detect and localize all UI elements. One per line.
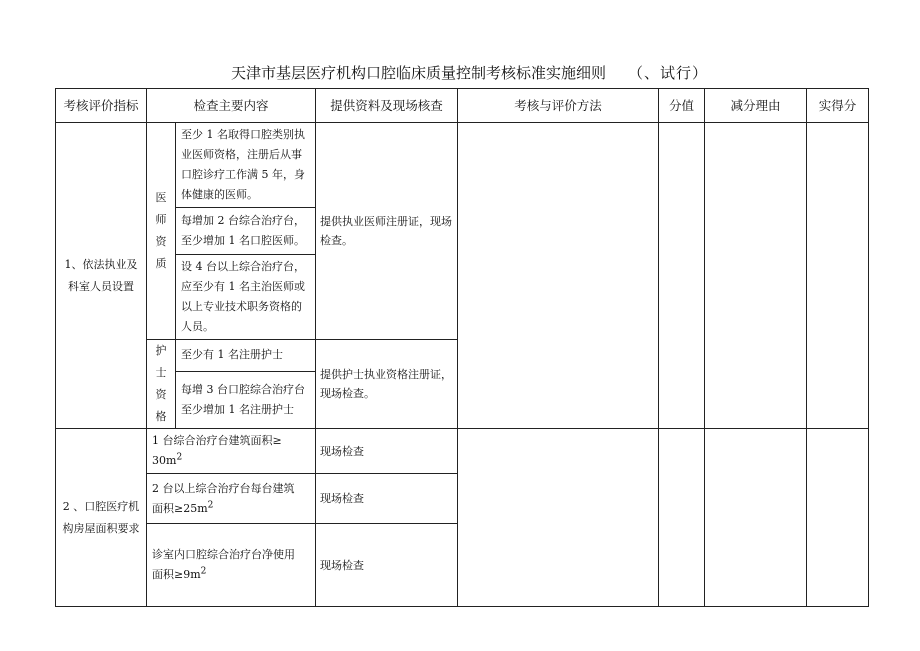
doctor-item-2: 每增加 2 台综合治疗台，至少增加 1 名口腔医师。 bbox=[176, 208, 316, 255]
deduction-cell-1 bbox=[705, 123, 807, 429]
header-check: 提供资料及现场核查 bbox=[316, 89, 458, 123]
area-check-3: 现场检查 bbox=[316, 524, 458, 607]
area-check-1: 现场检查 bbox=[316, 429, 458, 474]
area-item-1 bbox=[147, 429, 316, 474]
score-cell-2 bbox=[659, 429, 705, 607]
title-main: 天津市基层医疗机构口腔临床质量控制考核标准实施细则 bbox=[231, 64, 607, 82]
area-item-3 bbox=[147, 524, 316, 607]
area-item-2-line1: 2 台以上综合治疗台每台建筑 bbox=[152, 481, 295, 495]
table-row bbox=[56, 429, 869, 474]
table-row bbox=[56, 123, 869, 208]
table-header-row bbox=[56, 89, 869, 123]
area-item-3-line2: 面积≥9m bbox=[152, 568, 201, 581]
area-item-2-line2: 面积≥25m bbox=[152, 501, 208, 515]
deduction-cell-2 bbox=[705, 429, 807, 607]
actual-cell-1 bbox=[807, 123, 869, 429]
nurse-item-1: 至少有 1 名注册护士 bbox=[176, 340, 316, 372]
nurse-check: 提供护士执业资格注册证，现场检查。 bbox=[316, 340, 458, 429]
method-cell-2 bbox=[458, 429, 659, 607]
doctor-check: 提供执业医师注册证，现场检查。 bbox=[316, 123, 458, 340]
area-item-3-line1: 诊室内口腔综合治疗台净使用 bbox=[152, 548, 295, 561]
method-cell-1 bbox=[458, 123, 659, 429]
area-item-1-sup: 2 bbox=[176, 452, 183, 463]
area-item-1-line2: 30m bbox=[152, 454, 177, 467]
nurse-group-label: 护 士 资 格 bbox=[147, 340, 176, 429]
header-deduction: 减分理由 bbox=[705, 89, 807, 123]
score-cell-1 bbox=[659, 123, 705, 429]
assessment-table bbox=[55, 88, 869, 607]
title-note: （、试行） bbox=[628, 64, 709, 82]
header-content: 检查主要内容 bbox=[147, 89, 316, 123]
area-item-2 bbox=[147, 474, 316, 524]
indicator-1: 1、依法执业及科室人员设置 bbox=[56, 123, 147, 429]
area-item-2-sup: 2 bbox=[207, 499, 214, 510]
nurse-item-2: 每增 3 台口腔综合治疗台至少增加 1 名注册护士 bbox=[176, 371, 316, 428]
doctor-group-label: 医 师 资 质 bbox=[147, 123, 176, 340]
header-score: 分值 bbox=[659, 89, 705, 123]
area-item-1-line1: 1 台综合治疗台建筑面积≥ bbox=[152, 434, 282, 447]
area-item-3-sup: 2 bbox=[200, 566, 207, 577]
area-check-2: 现场检查 bbox=[316, 474, 458, 524]
header-method: 考核与评价方法 bbox=[458, 89, 659, 123]
doctor-item-1: 至少 1 名取得口腔类别执业医师资格，注册后从事口腔诊疗工作满 5 年，身体健康的医师。 bbox=[176, 123, 316, 208]
indicator-2: 2 、口腔医疗机构房屋面积要求 bbox=[56, 429, 147, 607]
header-indicator: 考核评价指标 bbox=[56, 89, 147, 123]
header-actual: 实得分 bbox=[807, 89, 869, 123]
doctor-item-3: 设 4 台以上综合治疗台，应至少有 1 名主治医师或以上专业技术职务资格的人员。 bbox=[176, 255, 316, 340]
actual-cell-2 bbox=[807, 429, 869, 607]
